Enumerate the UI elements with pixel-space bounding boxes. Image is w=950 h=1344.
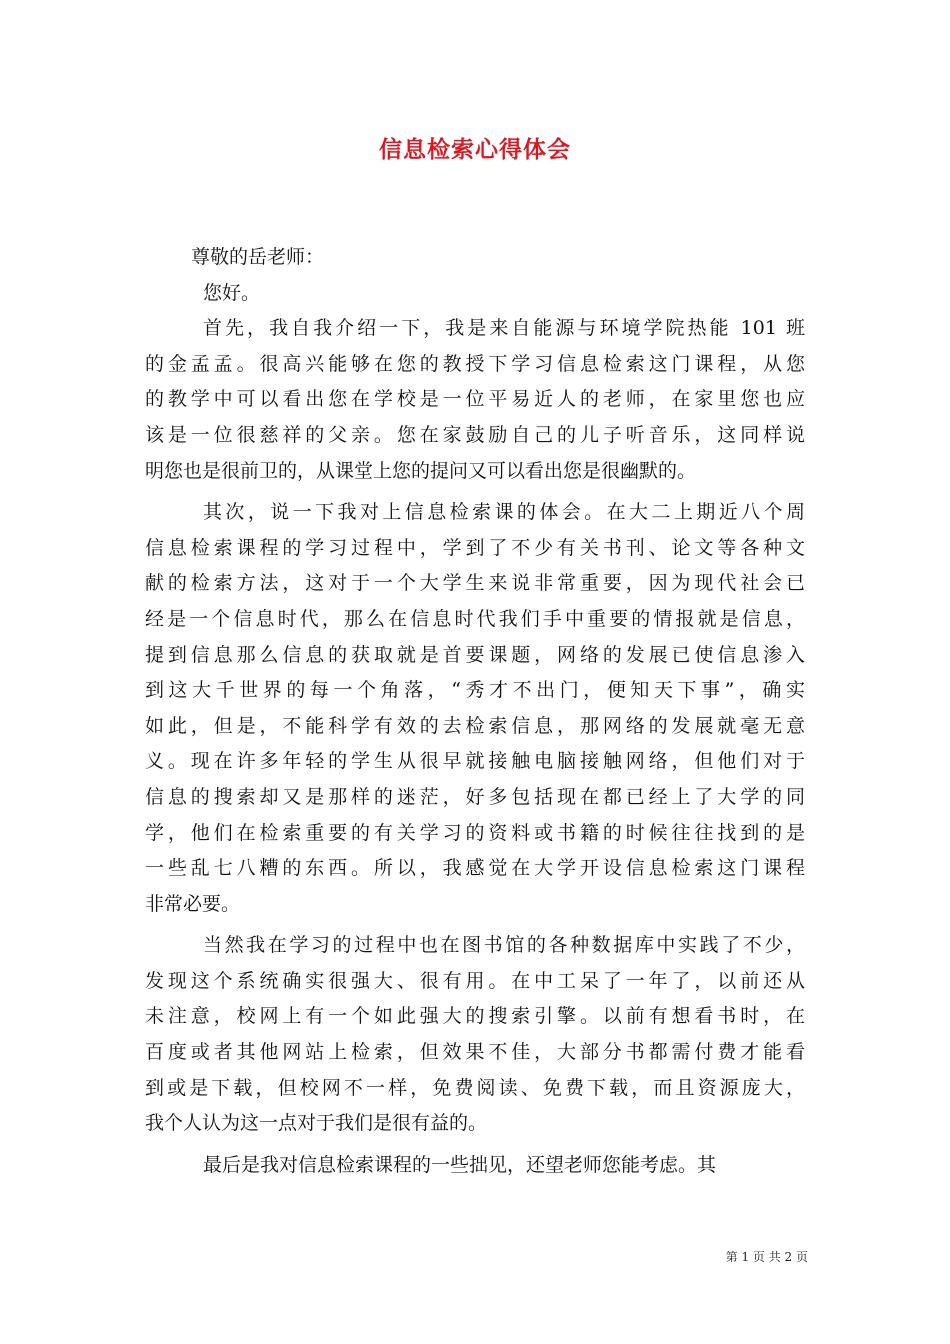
paragraph-experience	[145, 495, 805, 922]
paragraph-line: 未注意，校网上有一个如此强大的搜索引擎。以前有想看书时，在	[145, 1005, 805, 1028]
paragraph-line: 一些乱七八糟的东西。所以，我感觉在大学开设信息检索这门课程	[145, 857, 805, 880]
paragraph-line: 其次，说一下我对上信息检索课的体会。在大二上期近八个周	[203, 501, 805, 524]
page-number-footer: 第 1 页 共 2 页	[725, 1250, 808, 1264]
paragraph-line: 信息检索课程的学习过程中，学到了不少有关书刊、论文等各种文	[145, 536, 805, 559]
paragraph-line: 首先，我自我介绍一下，我是来自能源与环境学院热能 101 班	[203, 317, 805, 340]
paragraph-line: 如此，但是，不能科学有效的去检索信息，那网络的发展就毫无意	[145, 714, 805, 737]
paragraph-suggestions	[145, 1148, 805, 1184]
paragraph-introduction	[145, 311, 805, 489]
paragraph-line: 的金孟孟。很高兴能够在您的教授下学习信息检索这门课程，从您	[145, 352, 805, 375]
paragraph-line: 到或是下载，但校网不一样，免费阅读、免费下载，而且资源庞大，	[145, 1076, 805, 1099]
paragraph-line: 到这大千世界的每一个角落，“秀才不出门，便知天下事”，确实	[145, 679, 805, 702]
paragraph-line: 最后是我对信息检索课程的一些拙见，还望老师您能考虑。其	[203, 1153, 717, 1176]
paragraph-line: 学，他们在检索重要的有关学习的资料或书籍的时候往往找到的是	[145, 821, 805, 844]
paragraph-practice	[145, 928, 805, 1142]
paragraph-line: 提到信息那么信息的获取就是首要课题，网络的发展已使信息渗入	[145, 643, 805, 666]
paragraph-line: 的教学中可以看出您在学校是一位平易近人的老师，在家里您也应	[145, 388, 805, 411]
salutation: 尊敬的岳老师：	[191, 246, 325, 268]
paragraph-line: 明您也是很前卫的，从课堂上您的提问又可以看出您是很幽默的。	[145, 459, 697, 482]
paragraph-line: 非常必要。	[145, 892, 241, 915]
paragraph-line: 经是一个信息时代，那么在信息时代我们手中重要的情报就是信息，	[145, 607, 805, 630]
paragraph-line: 百度或者其他网站上检索，但效果不佳，大部分书都需付费才能看	[145, 1041, 805, 1064]
paragraph-line: 信息的搜索却又是那样的迷茫，好多包括现在都已经上了大学的同	[145, 785, 805, 808]
document-title: 信息检索心得体会	[379, 136, 571, 163]
paragraph-line: 义。现在许多年轻的学生从很早就接触电脑接触网络，但他们对于	[145, 750, 805, 773]
paragraph-line: 献的检索方法，这对于一个大学生来说非常重要，因为现代社会已	[145, 572, 805, 595]
paragraph-line: 我个人认为这一点对于我们是很有益的。	[145, 1112, 488, 1135]
paragraph-line: 该是一位很慈祥的父亲。您在家鼓励自己的儿子听音乐，这同样说	[145, 423, 805, 446]
greeting: 您好。	[203, 281, 261, 304]
letter-body	[145, 240, 805, 1183]
paragraph-line: 当然我在学习的过程中也在图书馆的各种数据库中实践了不少，	[203, 934, 805, 957]
paragraph-line: 发现这个系统确实很强大、很有用。在中工呆了一年了，以前还从	[145, 969, 805, 992]
